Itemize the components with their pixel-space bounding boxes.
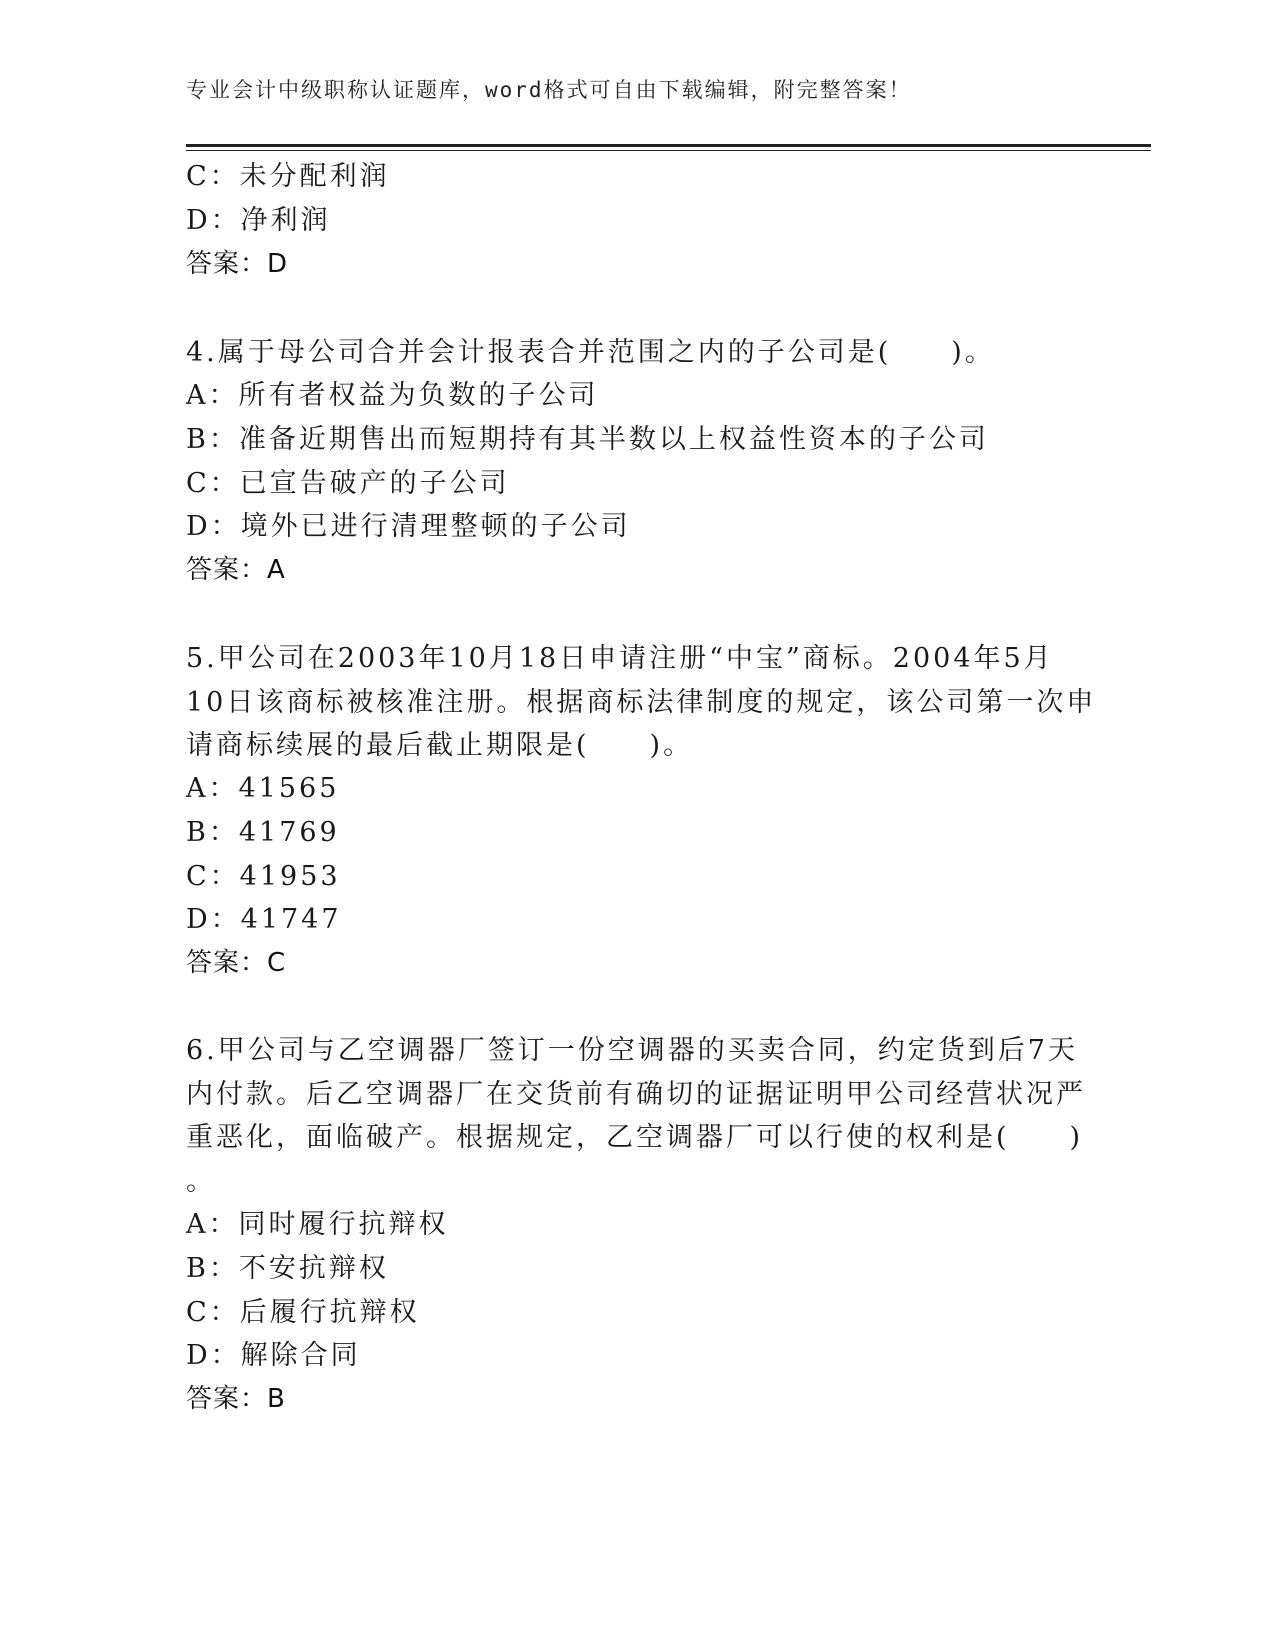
question-5-option-a: A：41565	[186, 773, 340, 804]
answer: 答案：D	[186, 249, 289, 279]
question-6-option-c: C：后履行抗辩权	[186, 1297, 420, 1328]
question-6-stem-line: 6.甲公司与乙空调器厂签订一份空调器的买卖合同，约定货到后7天	[186, 1035, 1078, 1066]
question-5-stem-line: 10日该商标被核准注册。根据商标法律制度的规定，该公司第一次申	[186, 687, 1097, 718]
question-5-option-c: C：41953	[186, 861, 341, 892]
question-4-option-c: C：已宣告破产的子公司	[186, 468, 510, 499]
question-5-option-d: D：41747	[186, 904, 342, 935]
question-4-option-a: A：所有者权益为负数的子公司	[186, 380, 599, 411]
question-4-option-b: B：准备近期售出而短期持有其半数以上权益性资本的子公司	[186, 424, 989, 455]
question-6-option-d: D：解除合同	[186, 1340, 361, 1371]
header-divider-thin	[186, 150, 1151, 151]
question-6-stem-line: 内付款。后乙空调器厂在交货前有确切的证据证明甲公司经营状况严	[186, 1079, 1086, 1110]
question-4-option-d: D：境外已进行清理整顿的子公司	[186, 511, 631, 542]
question-6-option-b: B：不安抗辩权	[186, 1253, 389, 1284]
question-5-stem-line: 5.甲公司在2003年10月18日申请注册“中宝”商标。2004年5月	[186, 643, 1054, 674]
question-6-answer: 答案：B	[186, 1384, 286, 1414]
question-4-answer: 答案：A	[186, 555, 286, 585]
question-5-stem-line: 请商标续展的最后截止期限是( )。	[186, 730, 694, 761]
question-4-stem: 4.属于母公司合并会计报表合并范围之内的子公司是( )。	[186, 337, 995, 368]
question-6-stem-line: 重恶化，面临破产。根据规定，乙空调器厂可以行使的权利是( )	[186, 1122, 1084, 1153]
question-6-stem-line: 。	[186, 1166, 216, 1197]
header-divider	[186, 144, 1151, 147]
question-5-option-b: B：41769	[186, 817, 340, 848]
question-5-answer: 答案：C	[186, 948, 287, 978]
page-header: 专业会计中级职称认证题库，word格式可自由下载编辑，附完整答案！	[186, 78, 912, 102]
option-c: C：未分配利润	[186, 161, 390, 192]
option-d: D：净利润	[186, 205, 331, 236]
question-6-option-a: A：同时履行抗辩权	[186, 1209, 449, 1240]
